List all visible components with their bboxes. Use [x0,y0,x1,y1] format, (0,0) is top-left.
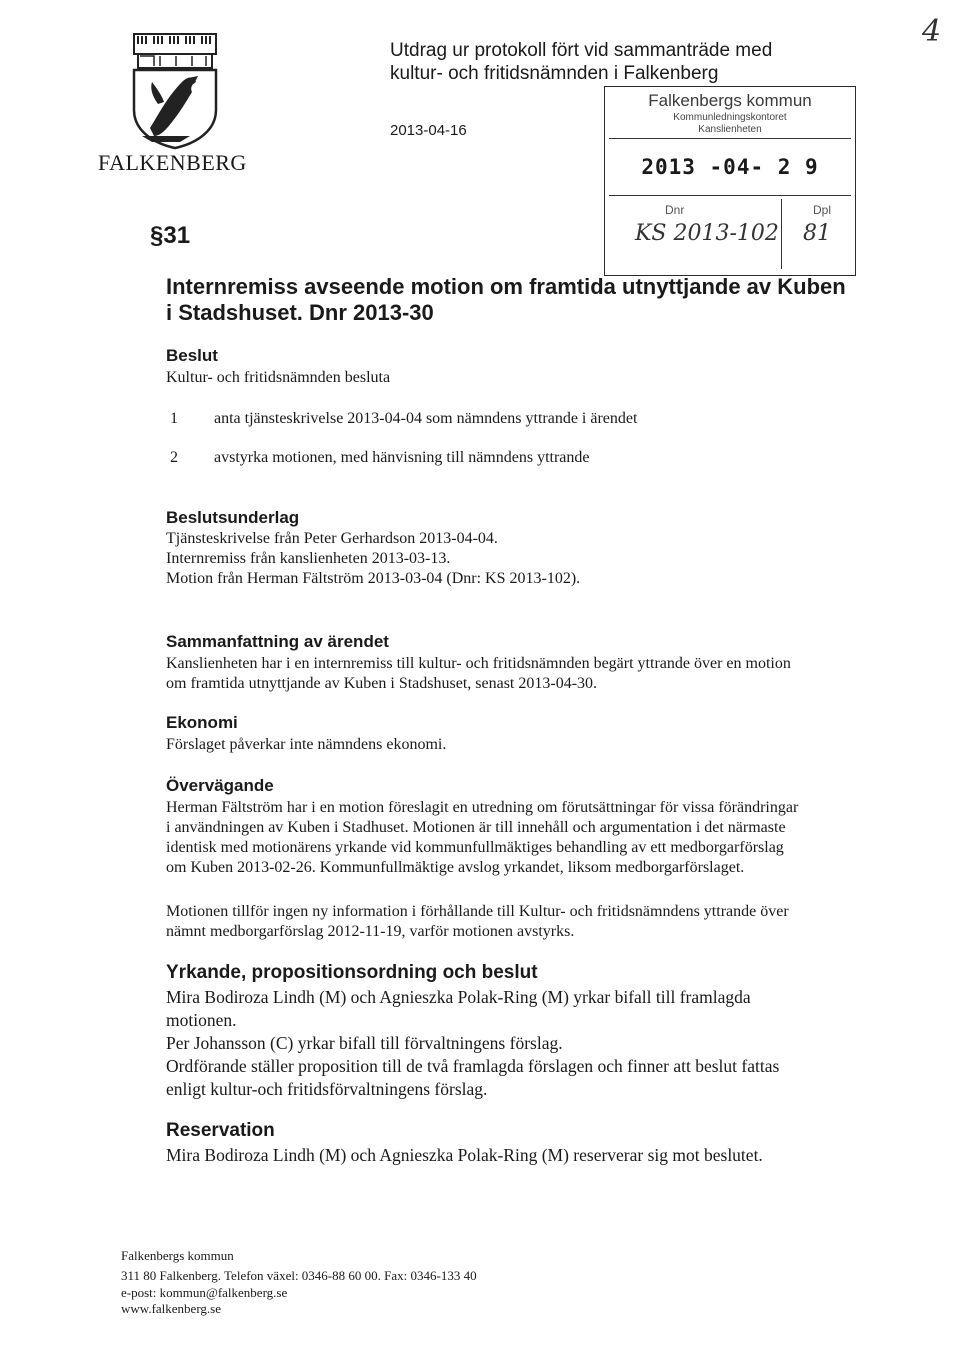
stamp-organization: Falkenbergs kommun [648,91,812,110]
footer-email: e-post: kommun@falkenberg.se [121,1285,288,1300]
reservation-text: Mira Bodiroza Lindh (M) och Agnieszka Polak-Ring (M) reserverar sig mot beslutet. [166,1145,763,1165]
protocol-header-line-1: Utdrag ur protokoll fört vid sammanträde med [390,40,773,61]
footer-website: www.falkenberg.se [121,1301,221,1316]
protocol-date: 2013-04-16 [390,122,467,139]
overvagande-text: Motionen tillför ingen ny information i förhållande till Kultur- och fritidsnämndens yttrande över nämnt medborgarförslag 2012-11-19, varför motionen avstyrks. [166,903,789,940]
stamp-dnr-label: Dnr [665,203,685,217]
receipt-stamp [604,86,856,276]
ekonomi-text: Förslaget påverkar inte nämndens ekonomi. [166,736,447,753]
municipality-name: FALKENBERG [98,150,247,175]
section-heading-sammanfattning: Sammanfattning av ärendet [166,632,389,651]
sammanfattning-text: Kanslienheten har i en internremiss till kultur- och fritidsnämnden begärt yttrande över en motion om framtida utnyttjande av Kuben i Stadshuset, senast 2013-04-30. [166,655,791,692]
stamp-dpl-label: Dpl [813,203,832,217]
section-heading-ekonomi: Ekonomi [166,713,238,732]
section-heading-overvagande: Övervägande [166,776,274,795]
paragraph-number: §31 [150,222,191,249]
beslutsunderlag-line: Motion från Herman Fältström 2013-03-04 (Dnr: KS 2013-102). [166,570,581,587]
footer-organization: Falkenbergs kommun [121,1248,234,1263]
stamp-divider [609,138,851,139]
beslutsunderlag-line: Internremiss från kanslienheten 2013-03-13. [166,550,451,567]
section-heading-beslut: Beslut [166,346,218,365]
stamp-column-divider [781,199,782,269]
beslut-item-text: anta tjänsteskrivelse 2013-04-04 som nämndens yttrande i ärendet [214,410,638,427]
stamp-unit: Kanslienheten [698,124,762,135]
municipal-coat-of-arms [130,32,220,150]
section-heading-yrkande: Yrkande, propositionsordning och beslut [166,962,538,983]
overvagande-text: Herman Fältström har i en motion föreslagit en utredning om förutsättningar för vissa förändringar i användningen av Kuben i Stadhuset. Motionen är till innehåll och argumentation i det närmaste identisk med motionärens yrkande vid kommunfullmäktiges behandling av ett medborgarförslag om Kuben 2013-02-26. Kommunfullmäktige avslog yrkandet, liksom medborgarförslaget. [166,799,799,876]
section-heading-beslutsunderlag: Beslutsunderlag [166,508,300,527]
beslut-item-number: 1 [170,410,178,427]
stamp-dnr-handwritten: KS 2013-102 [635,221,779,246]
beslutsunderlag-line: Tjänsteskrivelse från Peter Gerhardson 2013-04-04. [166,530,498,547]
beslut-intro: Kultur- och fritidsnämnden besluta [166,369,391,386]
stamp-date: 2013 -04- 2 9 [641,155,819,179]
section-heading-reservation: Reservation [166,1120,275,1141]
footer-address: 311 80 Falkenberg. Telefon växel: 0346-88 60 00. Fax: 0346-133 40 [121,1268,477,1283]
stamp-dpl-handwritten: 81 [803,221,831,246]
document-title-line-1: Internremiss avseende motion om framtida utnyttjande av Kuben [166,274,846,299]
protocol-header-line-2: kultur- och fritidsnämnden i Falkenberg [390,63,719,84]
document-title-line-2: i Stadshuset. Dnr 2013-30 [166,300,434,325]
beslut-item-text: avstyrka motionen, med hänvisning till nämndens yttrande [214,449,590,466]
beslut-item-number: 2 [170,449,178,466]
yrkande-text: Mira Bodiroza Lindh (M) och Agnieszka Polak-Ring (M) yrkar bifall till framlagda motionen. Per Johansson (C) yrkar bifall till förvaltningens förslag. Ordförande ställer proposition till de två framlagda förslagen och finner att beslut fattas enligt kultur-och fritidsförvaltningens förslag. [166,987,780,1099]
handwritten-page-mark: 4 [922,14,942,49]
stamp-divider [609,195,851,196]
stamp-office: Kommunledningskontoret [673,112,787,123]
